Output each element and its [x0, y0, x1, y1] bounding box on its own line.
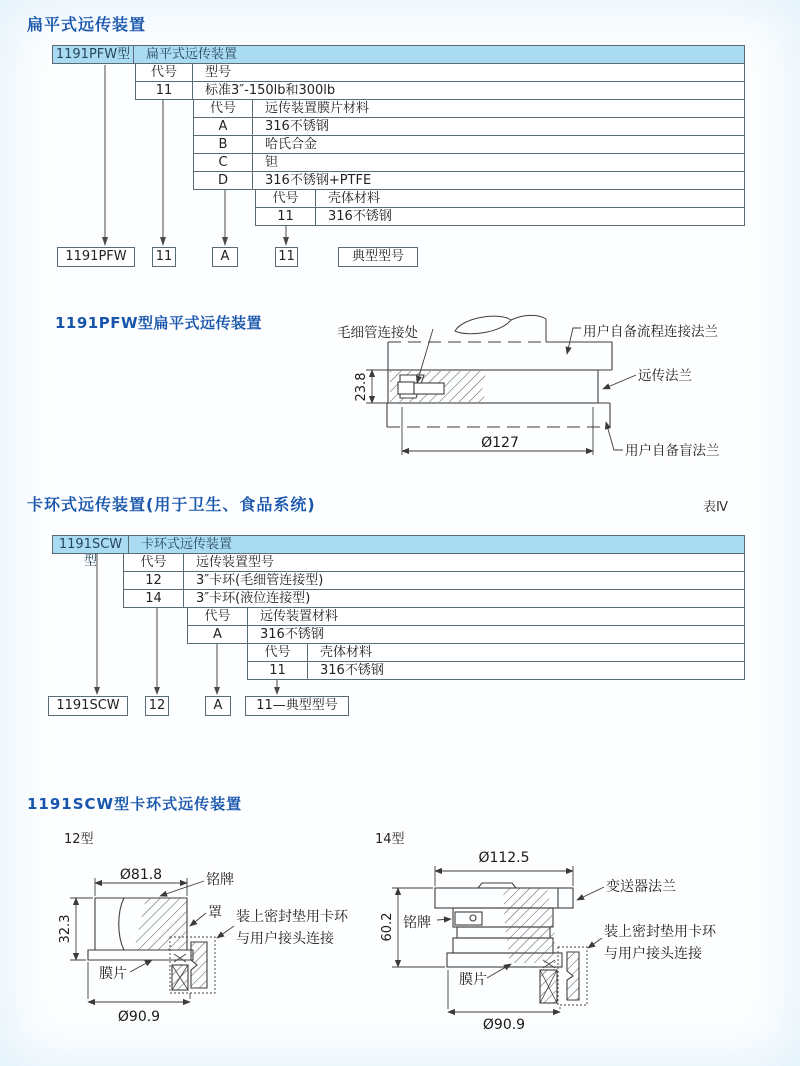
remote-flange-label: 远传法兰	[638, 368, 692, 384]
model-cell: 1191PFW型	[53, 46, 134, 63]
clamp-note-line2: 与用户接头连接	[604, 946, 702, 962]
dim-diameter-text: Ø127	[481, 435, 519, 451]
type12-label: 12型	[64, 832, 94, 847]
result-box-size: 11	[152, 247, 176, 267]
nameplate-leader-line	[437, 919, 451, 920]
code-cell: 11	[136, 82, 193, 99]
transmitter-flange-label: 变送器法兰	[606, 879, 676, 895]
code-cell: 代号	[256, 190, 316, 207]
label-cell: 远传装置材料	[260, 609, 339, 624]
code-cell: 11	[256, 208, 316, 225]
label-cell: 钽	[265, 155, 279, 170]
dim-top-text: Ø81.8	[119, 867, 163, 883]
result-box-typical: 11—典型型号	[245, 696, 349, 716]
diaphragm-label: 膜片	[459, 972, 487, 988]
code-cell: D	[194, 172, 253, 189]
dim-bottom-text: Ø90.9	[482, 1017, 526, 1033]
code-cell: A	[194, 118, 253, 135]
label-cell: 316不锈钢+PTFE	[265, 173, 372, 188]
nameplate-label: 铭牌	[403, 915, 431, 931]
dim-height-text: 60.2	[380, 912, 395, 942]
model-name-cell: 扁平式远传装置	[146, 47, 238, 62]
pfw-diagram-title: 1191PFW型扁平式远传装置	[55, 314, 263, 332]
label-cell: 316不锈钢	[320, 663, 384, 678]
result-box-model: 1191PFW	[57, 247, 135, 267]
code-cell: 14	[124, 590, 184, 607]
label-cell: 316不锈钢	[328, 209, 392, 224]
label-cell: 壳体材料	[328, 191, 381, 206]
code-cell: 12	[124, 572, 184, 589]
model-cell: 1191SCW型	[53, 536, 129, 553]
sketch-blob	[455, 316, 511, 334]
section-title-clamp-type: 卡环式远传装置(用于卫生、食品系统)	[27, 495, 316, 514]
model-name-cell: 卡环式远传装置	[141, 537, 233, 552]
blind-flange-label: 用户自备盲法兰	[625, 443, 720, 459]
pfw-connector-lines	[50, 55, 450, 255]
clamp-note-line1: 装上密封垫用卡环	[236, 909, 348, 925]
type14-diagram	[360, 830, 800, 1066]
blind-flange-leader-line	[606, 422, 623, 450]
dim-top-text: Ø112.5	[478, 850, 530, 866]
result-box-model: 1191SCW	[48, 696, 128, 716]
clamp-note-line2: 与用户接头连接	[236, 931, 334, 947]
result-box-material: A	[212, 247, 238, 267]
code-cell: A	[188, 626, 248, 643]
result-box-typical: 典型型号	[338, 247, 418, 267]
dim-bottom-text: Ø90.9	[117, 1009, 161, 1025]
remote-flange-leader-line	[603, 375, 636, 389]
label-cell: 标准3″-150lb和300lb	[205, 83, 336, 98]
section-title-flat-type: 扁平式远传装置	[27, 15, 147, 34]
result-box-size: 12	[145, 696, 169, 716]
diaphragm-leader-line	[487, 964, 511, 978]
result-box-material: A	[205, 696, 231, 716]
pfw-diagram	[330, 303, 800, 473]
code-cell: 代号	[248, 644, 308, 661]
nameplate-label: 铭牌	[206, 872, 234, 888]
diaphragm-label: 膜片	[99, 966, 127, 982]
code-cell: 代号	[136, 64, 193, 81]
label-cell: 316不锈钢	[265, 119, 329, 134]
label-cell: 哈氏合金	[265, 137, 318, 152]
scw-diagram-title: 1191SCW型卡环式远传装置	[27, 795, 243, 813]
label-cell: 316不锈钢	[260, 627, 324, 642]
label-cell: 3″卡环(毛细管连接型)	[196, 573, 324, 588]
cover-leader-line	[190, 913, 206, 926]
code-cell: 11	[248, 662, 308, 679]
scw-connector-lines	[40, 545, 440, 705]
result-box-housing: 11	[275, 247, 298, 267]
diaphragm-leader-line	[130, 960, 152, 972]
process-flange-leader-line	[567, 328, 581, 354]
label-cell: 远传装置型号	[196, 555, 275, 570]
dim-height-text: 32.3	[58, 914, 73, 944]
code-cell: B	[194, 136, 253, 153]
label-cell: 壳体材料	[320, 645, 373, 660]
capillary-label: 毛细管连接处	[337, 325, 418, 341]
clamp-note-leader-line	[588, 938, 602, 948]
type12-diagram	[20, 850, 380, 1066]
dim-height-text: 23.8	[354, 372, 369, 402]
label-cell: 型号	[205, 65, 232, 80]
cover-label: 罩	[208, 905, 222, 921]
label-cell: 3″卡环(液位连接型)	[196, 591, 311, 606]
transmitter-flange-leader-line	[577, 887, 604, 900]
code-cell: 代号	[124, 554, 184, 571]
code-cell: C	[194, 154, 253, 171]
process-flange-label: 用户自备流程连接法兰	[583, 324, 718, 340]
clamp-note-leader-line	[217, 926, 234, 938]
table-reference: 表Ⅳ	[703, 500, 728, 515]
label-cell: 远传装置膜片材料	[265, 101, 370, 116]
clamp-note-line1: 装上密封垫用卡环	[604, 924, 716, 940]
code-cell: 代号	[188, 608, 248, 625]
type14-label: 14型	[375, 832, 405, 847]
code-cell: 代号	[194, 100, 253, 117]
